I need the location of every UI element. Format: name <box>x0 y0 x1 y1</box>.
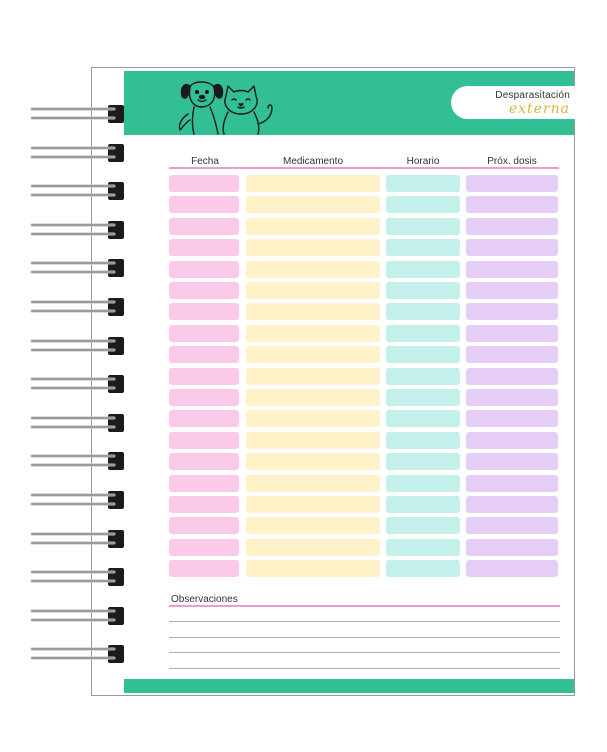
cell-prox-dosis[interactable] <box>466 432 558 449</box>
cell-medicamento[interactable] <box>246 539 380 556</box>
cell-medicamento[interactable] <box>246 282 380 299</box>
cell-horario[interactable] <box>386 410 460 427</box>
cell-medicamento[interactable] <box>246 218 380 235</box>
binding-ring <box>30 374 130 394</box>
cell-fecha[interactable] <box>169 496 239 513</box>
cell-fecha[interactable] <box>169 175 239 192</box>
cell-prox-dosis[interactable] <box>466 218 558 235</box>
cell-prox-dosis[interactable] <box>466 539 558 556</box>
cell-medicamento[interactable] <box>246 175 380 192</box>
binding-ring <box>30 220 130 240</box>
cell-horario[interactable] <box>386 560 460 577</box>
cell-horario[interactable] <box>386 282 460 299</box>
footer-band <box>124 679 574 693</box>
cell-horario[interactable] <box>386 261 460 278</box>
observation-line[interactable] <box>169 637 560 638</box>
header-divider <box>169 167 559 169</box>
cell-horario[interactable] <box>386 346 460 363</box>
cell-medicamento[interactable] <box>246 496 380 513</box>
cell-prox-dosis[interactable] <box>466 368 558 385</box>
cell-fecha[interactable] <box>169 517 239 534</box>
cell-horario[interactable] <box>386 303 460 320</box>
cell-fecha[interactable] <box>169 282 239 299</box>
cell-horario[interactable] <box>386 475 460 492</box>
cell-prox-dosis[interactable] <box>466 175 558 192</box>
cell-prox-dosis[interactable] <box>466 239 558 256</box>
cell-medicamento[interactable] <box>246 432 380 449</box>
cell-fecha[interactable] <box>169 432 239 449</box>
cell-prox-dosis[interactable] <box>466 453 558 470</box>
cell-fecha[interactable] <box>169 539 239 556</box>
cell-medicamento[interactable] <box>246 368 380 385</box>
cell-medicamento[interactable] <box>246 303 380 320</box>
cell-prox-dosis[interactable] <box>466 282 558 299</box>
binding-ring <box>30 143 130 163</box>
cell-medicamento[interactable] <box>246 475 380 492</box>
cell-horario[interactable] <box>386 517 460 534</box>
observation-line[interactable] <box>169 621 560 622</box>
cell-fecha[interactable] <box>169 239 239 256</box>
observation-line[interactable] <box>169 652 560 653</box>
cell-prox-dosis[interactable] <box>466 410 558 427</box>
cell-fecha[interactable] <box>169 218 239 235</box>
binding-ring <box>30 606 130 626</box>
cell-prox-dosis[interactable] <box>466 496 558 513</box>
cell-fecha[interactable] <box>169 368 239 385</box>
cell-fecha[interactable] <box>169 303 239 320</box>
cell-horario[interactable] <box>386 218 460 235</box>
cell-horario[interactable] <box>386 539 460 556</box>
cell-medicamento[interactable] <box>246 325 380 342</box>
cell-fecha[interactable] <box>169 196 239 213</box>
column-header-prox-dosis: Próx. dosis <box>487 156 537 167</box>
cell-prox-dosis[interactable] <box>466 346 558 363</box>
binding-ring <box>30 104 130 124</box>
cell-fecha[interactable] <box>169 325 239 342</box>
observation-line[interactable] <box>169 668 560 669</box>
cell-prox-dosis[interactable] <box>466 261 558 278</box>
cell-horario[interactable] <box>386 196 460 213</box>
cell-horario[interactable] <box>386 496 460 513</box>
cell-fecha[interactable] <box>169 389 239 406</box>
cell-fecha[interactable] <box>169 475 239 492</box>
column-header-fecha: Fecha <box>191 156 219 167</box>
cell-medicamento[interactable] <box>246 239 380 256</box>
binding-ring <box>30 567 130 587</box>
cell-medicamento[interactable] <box>246 517 380 534</box>
binding-ring <box>30 336 130 356</box>
dog-and-cat-icon <box>168 74 280 136</box>
cell-medicamento[interactable] <box>246 346 380 363</box>
cell-fecha[interactable] <box>169 560 239 577</box>
column-header-medicamento: Medicamento <box>282 156 344 167</box>
cell-medicamento[interactable] <box>246 261 380 278</box>
binding-ring <box>30 181 130 201</box>
cell-fecha[interactable] <box>169 410 239 427</box>
cell-medicamento[interactable] <box>246 560 380 577</box>
binding-ring <box>30 297 130 317</box>
cell-fecha[interactable] <box>169 453 239 470</box>
cell-prox-dosis[interactable] <box>466 475 558 492</box>
observations-divider <box>169 605 560 607</box>
binding-ring <box>30 529 130 549</box>
cell-prox-dosis[interactable] <box>466 196 558 213</box>
cell-horario[interactable] <box>386 239 460 256</box>
cell-fecha[interactable] <box>169 261 239 278</box>
cell-medicamento[interactable] <box>246 410 380 427</box>
cell-prox-dosis[interactable] <box>466 303 558 320</box>
cell-medicamento[interactable] <box>246 389 380 406</box>
cell-medicamento[interactable] <box>246 453 380 470</box>
observations-label: Observaciones <box>171 594 238 605</box>
binding-ring <box>30 451 130 471</box>
cell-prox-dosis[interactable] <box>466 560 558 577</box>
cell-prox-dosis[interactable] <box>466 325 558 342</box>
cell-prox-dosis[interactable] <box>466 389 558 406</box>
column-header-horario: Horario <box>406 156 440 167</box>
binding-ring <box>30 413 130 433</box>
cell-medicamento[interactable] <box>246 196 380 213</box>
binding-ring <box>30 644 130 664</box>
cell-horario[interactable] <box>386 175 460 192</box>
cell-horario[interactable] <box>386 325 460 342</box>
binding-ring <box>30 490 130 510</box>
cell-horario[interactable] <box>386 432 460 449</box>
cell-horario[interactable] <box>386 453 460 470</box>
binding-ring <box>30 258 130 278</box>
cell-fecha[interactable] <box>169 346 239 363</box>
cell-prox-dosis[interactable] <box>466 517 558 534</box>
title-line1: Desparasitación <box>495 90 570 101</box>
cell-horario[interactable] <box>386 389 460 406</box>
title-line2: externa <box>508 101 570 117</box>
cell-horario[interactable] <box>386 368 460 385</box>
